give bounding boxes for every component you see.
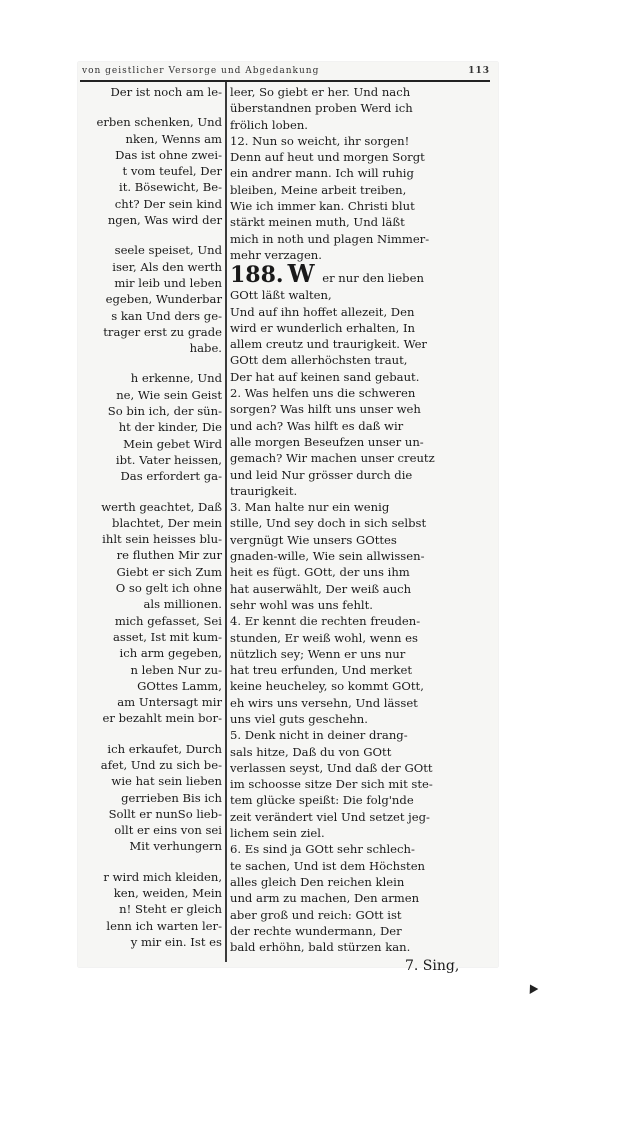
left-column xyxy=(82,84,224,950)
left-text-line: ngen, Was wird der xyxy=(107,213,222,228)
verse-line: verlassen seyst, Und daß der GOtt xyxy=(230,760,433,775)
left-text-line: n leben Nur zu- xyxy=(130,662,222,677)
verse-line: wird er wunderlich erhalten, In xyxy=(230,320,416,335)
hymn-initial: W xyxy=(287,259,315,289)
left-text-line: egeben, Wunderbar xyxy=(105,292,222,307)
left-text-line: iser, Als den werth xyxy=(112,259,222,274)
left-text-line: GOttes Lamm, xyxy=(137,678,222,693)
verse-line: im schoosse sitze Der sich mit ste- xyxy=(230,777,433,792)
verse-line: und arm zu machen, Den armen xyxy=(230,891,420,906)
stanza-gap xyxy=(82,727,224,741)
verse-line: frölich loben. xyxy=(230,117,308,132)
verse-line: tem glücke speißt: Die folg'nde xyxy=(230,793,414,808)
verse-line: stille, Und sey doch in sich selbst xyxy=(230,516,427,531)
left-text-line: Giebt er sich Zum xyxy=(116,564,222,579)
verse-line: ein andrer mann. Ich will ruhig xyxy=(230,166,414,181)
scan-marker-icon xyxy=(526,982,539,994)
verse-line: und leid Nur grösser durch die xyxy=(230,467,413,482)
verse-line: Wie ich immer kan. Christi blut xyxy=(230,199,415,214)
left-text-line: it. Bösewicht, Be- xyxy=(119,180,222,195)
left-text-line: als millionen. xyxy=(143,597,222,612)
left-text-line: blachtet, Der mein xyxy=(112,515,222,530)
left-text-line: ht der kinder, Die xyxy=(118,420,222,435)
verse-line: gemach? Wir machen unser creutz xyxy=(230,451,435,466)
hymn-188-verse-1 xyxy=(230,287,492,385)
left-text-line: Der ist noch am le- xyxy=(110,85,222,99)
verse-line: gnaden-wille, Wie sein allwissen- xyxy=(230,549,425,564)
left-text-line: re fluthen Mir zur xyxy=(116,548,222,563)
verse-line: stärkt meinen muth, Und läßt xyxy=(230,215,405,230)
left-text-line: r wird mich kleiden, xyxy=(103,869,222,884)
verse-line: mehr verzagen. xyxy=(230,247,322,262)
verse-line: 12. Nun so weicht, ihr sorgen! xyxy=(230,133,410,148)
left-text-line: gerrieben Bis ich xyxy=(121,790,222,805)
left-text-line: Das erfordert ga- xyxy=(120,469,222,484)
left-text-line: habe. xyxy=(189,341,222,356)
left-text-line: asset, Ist mit kum- xyxy=(112,629,222,644)
header-rule xyxy=(80,80,490,82)
left-text-line: afet, Und zu sich be- xyxy=(100,757,222,772)
verse-line: leer, So giebt er her. Und nach xyxy=(230,85,411,99)
left-text-line: cht? Der sein kind xyxy=(114,196,222,211)
verse-line: alle morgen Beseufzen unser un- xyxy=(230,434,424,449)
verse-line: und ach? Was hilft es daß wir xyxy=(230,418,404,433)
verse-line: vergnügt Wie unsers GOttes xyxy=(230,532,397,547)
verse-line: nützlich sey; Wenn er uns nur xyxy=(230,646,406,661)
verse-line: allem creutz und traurigkeit. Wer xyxy=(230,337,427,352)
verse-line: Der hat auf keinen sand gebaut. xyxy=(230,369,420,384)
verse-line: GOtt läßt walten, xyxy=(230,288,332,303)
verse-line: überstandnen proben Werd ich xyxy=(230,101,413,116)
left-text-line: Das ist ohne zwei- xyxy=(115,147,222,162)
verse-line: 4. Er kennt die rechten freuden- xyxy=(230,614,421,629)
left-text-line: ihlt sein heisses blu- xyxy=(102,532,222,547)
stanza-gap xyxy=(82,100,224,114)
verse-line: sehr wohl was uns fehlt. xyxy=(230,597,373,612)
verse-line: stunden, Er weiß wohl, wenn es xyxy=(230,630,418,645)
page-number: 113 xyxy=(468,66,490,76)
left-text-line: O so gelt ich ohne xyxy=(115,581,222,596)
left-text-line: seele speiset, Und xyxy=(114,243,222,258)
left-text-line: Mit verhungern xyxy=(129,839,222,854)
verse-line: zeit verändert viel Und setzet jeg- xyxy=(230,809,430,824)
running-title: von geistlicher Versorge und Abgedankung xyxy=(82,66,320,76)
stanza-gap xyxy=(82,356,224,370)
left-text-line: h erkenne, Und xyxy=(130,371,222,386)
verse-line: heit es fügt. GOtt, der uns ihm xyxy=(230,565,410,580)
verse-line: 3. Man halte nur ein wenig xyxy=(230,500,390,515)
left-text-line: n! Steht er gleich xyxy=(119,902,222,917)
verse-line: sorgen? Was hilft uns unser weh xyxy=(230,402,421,417)
left-text-line: nken, Wenns am xyxy=(125,131,222,146)
left-text-line: Sollt er nunSo lieb- xyxy=(108,806,222,821)
verse-line: der rechte wundermann, Der xyxy=(230,923,402,938)
left-text-line: So bin ich, der sün- xyxy=(107,404,222,419)
left-text-line: s kan Und ders ge- xyxy=(111,308,222,323)
stanza-gap xyxy=(82,855,224,869)
verse-line: te sachen, Und ist dem Höchsten xyxy=(230,858,426,873)
left-text-line: ich erkaufet, Durch xyxy=(107,741,222,756)
hymn-188-verses xyxy=(230,385,492,955)
right-column xyxy=(230,84,492,955)
verse-line: keine heucheley, so kommt GOtt, xyxy=(230,679,424,694)
left-text-line: werth geachtet, Daß xyxy=(101,499,222,514)
verse-line: bleiben, Meine arbeit treiben, xyxy=(230,182,407,197)
left-text-line: t vom teufel, Der xyxy=(122,164,222,179)
verse-line: bald erhöhn, bald stürzen kan. xyxy=(230,940,411,955)
verse-line: GOtt dem allerhöchsten traut, xyxy=(230,353,408,368)
left-text-line: am Untersagt mir xyxy=(117,695,222,710)
verse-line: 2. Was helfen uns die schweren xyxy=(230,386,416,401)
left-text-line: ich arm gegeben, xyxy=(119,646,222,661)
verse-line: hat auserwählt, Der weiß auch xyxy=(230,581,412,596)
verse-line: mich in noth und plagen Nimmer- xyxy=(230,231,430,246)
left-text-line: mir leib und leben xyxy=(114,275,222,290)
left-text-line: ibt. Vater heissen, xyxy=(115,452,222,467)
left-text-line: erben schenken, Und xyxy=(96,115,222,130)
catchword: 7. Sing, xyxy=(405,958,460,974)
verse-line: Und auf ihn hoffet allezeit, Den xyxy=(230,304,415,319)
left-text-line: mich gefasset, Sei xyxy=(114,613,222,628)
verse-line: aber groß und reich: GOtt ist xyxy=(230,907,402,922)
verse-line: traurigkeit. xyxy=(230,483,298,498)
left-text-line: trager erst zu grade xyxy=(103,324,222,339)
verse-line: sals hitze, Daß du von GOtt xyxy=(230,744,392,759)
left-text-line: wie hat sein lieben xyxy=(111,774,222,789)
verse-line: alles gleich Den reichen klein xyxy=(230,874,405,889)
left-text-line: lenn ich warten ler- xyxy=(106,918,222,933)
hymn-first-line: er nur den lieben xyxy=(322,271,424,286)
hymn-number: 188. xyxy=(230,262,284,289)
left-text-line: er bezahlt mein bor- xyxy=(102,711,222,726)
column-divider xyxy=(225,82,227,962)
left-text-line: y mir ein. Ist es xyxy=(130,934,222,949)
verse-line: hat treu erfunden, Und merket xyxy=(230,663,412,678)
hymn-heading xyxy=(230,259,492,289)
stanza-gap xyxy=(82,228,224,242)
verse-line: eh wirs uns versehn, Und lässet xyxy=(230,695,418,710)
verse-line: 6. Es sind ja GOtt sehr schlech- xyxy=(230,842,415,857)
left-text-line: ken, weiden, Mein xyxy=(113,886,222,901)
verse-line: 5. Denk nicht in deiner drang- xyxy=(230,728,408,743)
left-text-line: Mein gebet Wird xyxy=(123,436,222,451)
verse-line: uns viel guts geschehn. xyxy=(230,711,368,726)
hymn-187-ending xyxy=(230,84,492,263)
stanza-gap xyxy=(82,485,224,499)
left-text-line: ne, Wie sein Geist xyxy=(116,387,222,402)
left-text-line: ollt er eins von sei xyxy=(114,823,222,838)
verse-line: Denn auf heut und morgen Sorgt xyxy=(230,150,425,165)
verse-line: lichem sein ziel. xyxy=(230,826,325,841)
